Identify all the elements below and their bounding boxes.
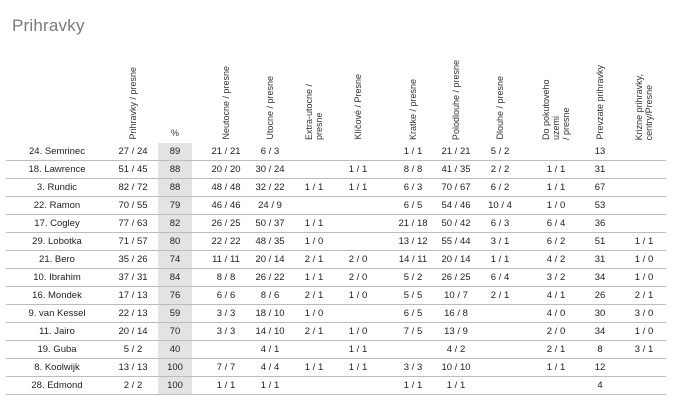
short-cell: 13 / 12 xyxy=(392,233,434,251)
crosses-cell: 3 / 1 xyxy=(622,341,666,359)
passes-cell: 27 / 24 xyxy=(108,143,158,161)
attacking-cell: 50 / 37 xyxy=(248,215,292,233)
into-box-cell: 1 / 1 xyxy=(534,161,578,179)
short-cell: 6 / 3 xyxy=(392,179,434,197)
into-box-cell: 3 / 2 xyxy=(534,269,578,287)
key-cell xyxy=(336,305,380,323)
medium-cell: 50 / 42 xyxy=(434,215,478,233)
received-cell: 30 xyxy=(578,305,622,323)
table-row xyxy=(6,377,666,395)
long-cell xyxy=(478,323,522,341)
percent-cell: 100 xyxy=(158,377,192,395)
percent-cell: 70 xyxy=(158,323,192,341)
short-cell: 5 / 2 xyxy=(392,269,434,287)
header-long: Dlouhe / presne xyxy=(495,76,505,140)
header-attacking: Utocne / presne xyxy=(265,76,275,140)
table-row xyxy=(6,323,666,341)
received-cell: 13 xyxy=(578,143,622,161)
extra-cell: 1 / 1 xyxy=(292,269,336,287)
neutral-cell: 48 / 48 xyxy=(204,179,248,197)
neutral-cell: 26 / 25 xyxy=(204,215,248,233)
header-row xyxy=(6,52,666,143)
into-box-cell: 6 / 2 xyxy=(534,233,578,251)
passes-cell: 77 / 63 xyxy=(108,215,158,233)
extra-cell: 1 / 0 xyxy=(292,233,336,251)
passes-cell: 82 / 72 xyxy=(108,179,158,197)
neutral-cell: 3 / 3 xyxy=(204,323,248,341)
percent-cell: 100 xyxy=(158,359,192,377)
passes-cell: 71 / 57 xyxy=(108,233,158,251)
long-cell: 2 / 2 xyxy=(478,161,522,179)
crosses-cell: 1 / 0 xyxy=(622,323,666,341)
into-box-cell: 4 / 2 xyxy=(534,251,578,269)
player-name: 22. Ramon xyxy=(6,197,108,215)
key-cell: 1 / 1 xyxy=(336,179,380,197)
player-name: 16. Mondek xyxy=(6,287,108,305)
key-cell xyxy=(336,233,380,251)
player-name: 21. Bero xyxy=(6,251,108,269)
received-cell: 51 xyxy=(578,233,622,251)
short-cell xyxy=(392,341,434,359)
short-cell: 21 / 18 xyxy=(392,215,434,233)
neutral-cell xyxy=(204,341,248,359)
passes-cell: 70 / 55 xyxy=(108,197,158,215)
key-cell: 1 / 0 xyxy=(336,323,380,341)
passes-cell: 20 / 14 xyxy=(108,323,158,341)
into-box-cell: 2 / 1 xyxy=(534,341,578,359)
medium-cell: 20 / 14 xyxy=(434,251,478,269)
percent-cell: 74 xyxy=(158,251,192,269)
table-row xyxy=(6,179,666,197)
medium-cell: 10 / 10 xyxy=(434,359,478,377)
player-name: 11. Jairo xyxy=(6,323,108,341)
into-box-cell: 1 / 1 xyxy=(534,359,578,377)
neutral-cell: 20 / 20 xyxy=(204,161,248,179)
header-crosses: Krizne prihravky, centry/Presne xyxy=(634,73,654,140)
long-cell: 2 / 1 xyxy=(478,287,522,305)
player-name: 28. Edmond xyxy=(6,377,108,395)
table-row xyxy=(6,251,666,269)
medium-cell: 1 / 1 xyxy=(434,377,478,395)
medium-cell: 4 / 2 xyxy=(434,341,478,359)
attacking-cell: 24 / 9 xyxy=(248,197,292,215)
received-cell: 31 xyxy=(578,251,622,269)
player-name: 19. Guba xyxy=(6,341,108,359)
key-cell: 2 / 0 xyxy=(336,269,380,287)
into-box-cell xyxy=(534,143,578,161)
crosses-cell xyxy=(622,197,666,215)
extra-cell: 1 / 0 xyxy=(292,305,336,323)
neutral-cell: 11 / 11 xyxy=(204,251,248,269)
short-cell: 5 / 5 xyxy=(392,287,434,305)
attacking-cell: 6 / 3 xyxy=(248,143,292,161)
header-percent: % xyxy=(170,128,179,138)
medium-cell: 10 / 7 xyxy=(434,287,478,305)
extra-cell: 1 / 1 xyxy=(292,215,336,233)
long-cell: 6 / 2 xyxy=(478,179,522,197)
medium-cell: 70 / 67 xyxy=(434,179,478,197)
passes-cell: 13 / 13 xyxy=(108,359,158,377)
extra-cell xyxy=(292,143,336,161)
percent-cell: 82 xyxy=(158,215,192,233)
extra-cell: 2 / 1 xyxy=(292,287,336,305)
long-cell xyxy=(478,359,522,377)
received-cell: 4 xyxy=(578,377,622,395)
medium-cell: 21 / 21 xyxy=(434,143,478,161)
attacking-cell: 48 / 35 xyxy=(248,233,292,251)
attacking-cell: 1 / 1 xyxy=(248,377,292,395)
medium-cell: 26 / 25 xyxy=(434,269,478,287)
medium-cell: 55 / 44 xyxy=(434,233,478,251)
table-row xyxy=(6,143,666,161)
table-row xyxy=(6,341,666,359)
passes-cell: 17 / 13 xyxy=(108,287,158,305)
short-cell: 8 / 8 xyxy=(392,161,434,179)
into-box-cell: 2 / 0 xyxy=(534,323,578,341)
table-row xyxy=(6,233,666,251)
attacking-cell: 30 / 24 xyxy=(248,161,292,179)
medium-cell: 13 / 9 xyxy=(434,323,478,341)
attacking-cell: 14 / 10 xyxy=(248,323,292,341)
extra-cell: 2 / 1 xyxy=(292,251,336,269)
long-cell xyxy=(478,305,522,323)
attacking-cell: 26 / 22 xyxy=(248,269,292,287)
received-cell: 31 xyxy=(578,161,622,179)
header-neutral: Neutocne / presne xyxy=(221,66,231,140)
player-name: 18. Lawrence xyxy=(6,161,108,179)
table-row xyxy=(6,197,666,215)
key-cell xyxy=(336,215,380,233)
crosses-cell xyxy=(622,215,666,233)
header-passes: Prihravky / presne xyxy=(128,67,138,140)
percent-cell: 76 xyxy=(158,287,192,305)
crosses-cell xyxy=(622,179,666,197)
table-row xyxy=(6,305,666,323)
neutral-cell: 46 / 46 xyxy=(204,197,248,215)
header-medium: Polodlouhe / presne xyxy=(451,59,461,140)
player-name: 10. Ibrahim xyxy=(6,269,108,287)
neutral-cell: 21 / 21 xyxy=(204,143,248,161)
short-cell: 14 / 11 xyxy=(392,251,434,269)
medium-cell: 54 / 46 xyxy=(434,197,478,215)
extra-cell xyxy=(292,341,336,359)
long-cell: 1 / 1 xyxy=(478,251,522,269)
neutral-cell: 6 / 6 xyxy=(204,287,248,305)
short-cell: 3 / 3 xyxy=(392,359,434,377)
percent-cell: 89 xyxy=(158,143,192,161)
passes-cell: 51 / 45 xyxy=(108,161,158,179)
player-name: 3. Rundic xyxy=(6,179,108,197)
passes-cell: 37 / 31 xyxy=(108,269,158,287)
table-row xyxy=(6,161,666,179)
crosses-cell: 2 / 1 xyxy=(622,287,666,305)
attacking-cell: 32 / 22 xyxy=(248,179,292,197)
key-cell: 2 / 0 xyxy=(336,251,380,269)
attacking-cell: 4 / 1 xyxy=(248,341,292,359)
table-row xyxy=(6,215,666,233)
crosses-cell xyxy=(622,359,666,377)
long-cell xyxy=(478,341,522,359)
crosses-cell xyxy=(622,143,666,161)
player-name: 9. van Kessel xyxy=(6,305,108,323)
header-extra: Extra-utocne / presne xyxy=(304,83,324,140)
long-cell: 3 / 1 xyxy=(478,233,522,251)
key-cell: 1 / 1 xyxy=(336,161,380,179)
header-short: Kratke / presne xyxy=(408,78,418,140)
medium-cell: 16 / 8 xyxy=(434,305,478,323)
received-cell: 53 xyxy=(578,197,622,215)
key-cell xyxy=(336,143,380,161)
short-cell: 7 / 5 xyxy=(392,323,434,341)
player-name: 8. Koolwijk xyxy=(6,359,108,377)
short-cell: 6 / 5 xyxy=(392,305,434,323)
key-cell: 1 / 0 xyxy=(336,287,380,305)
short-cell: 6 / 5 xyxy=(392,197,434,215)
neutral-cell: 8 / 8 xyxy=(204,269,248,287)
received-cell: 67 xyxy=(578,179,622,197)
percent-cell: 40 xyxy=(158,341,192,359)
extra-cell: 1 / 1 xyxy=(292,179,336,197)
received-cell: 36 xyxy=(578,215,622,233)
short-cell: 1 / 1 xyxy=(392,377,434,395)
player-name: 24. Semrinec xyxy=(6,143,108,161)
crosses-cell xyxy=(622,161,666,179)
extra-cell: 1 / 1 xyxy=(292,359,336,377)
attacking-cell: 4 / 4 xyxy=(248,359,292,377)
header-into-box: Do pokutoveho uzemi / presne xyxy=(541,79,571,140)
key-cell: 1 / 1 xyxy=(336,341,380,359)
into-box-cell: 6 / 4 xyxy=(534,215,578,233)
crosses-cell xyxy=(622,377,666,395)
crosses-cell: 1 / 0 xyxy=(622,251,666,269)
into-box-cell: 4 / 1 xyxy=(534,287,578,305)
key-cell xyxy=(336,197,380,215)
crosses-cell: 1 / 0 xyxy=(622,269,666,287)
into-box-cell: 4 / 0 xyxy=(534,305,578,323)
long-cell: 6 / 4 xyxy=(478,269,522,287)
long-cell xyxy=(478,377,522,395)
extra-cell xyxy=(292,197,336,215)
passes-cell: 22 / 13 xyxy=(108,305,158,323)
header-key: Klíčové / Presne xyxy=(353,74,363,140)
passes-cell: 35 / 26 xyxy=(108,251,158,269)
header-received: Prevzate prihravky xyxy=(595,65,605,140)
percent-cell: 80 xyxy=(158,233,192,251)
extra-cell: 2 / 1 xyxy=(292,323,336,341)
received-cell: 8 xyxy=(578,341,622,359)
passes-cell: 2 / 2 xyxy=(108,377,158,395)
passing-stats-table xyxy=(6,52,666,395)
received-cell: 34 xyxy=(578,323,622,341)
extra-cell xyxy=(292,377,336,395)
header-player xyxy=(6,52,108,143)
long-cell: 5 / 2 xyxy=(478,143,522,161)
received-cell: 12 xyxy=(578,359,622,377)
into-box-cell: 1 / 1 xyxy=(534,179,578,197)
short-cell: 1 / 1 xyxy=(392,143,434,161)
attacking-cell: 8 / 6 xyxy=(248,287,292,305)
neutral-cell: 3 / 3 xyxy=(204,305,248,323)
long-cell: 10 / 4 xyxy=(478,197,522,215)
attacking-cell: 20 / 14 xyxy=(248,251,292,269)
percent-cell: 59 xyxy=(158,305,192,323)
passes-cell: 5 / 2 xyxy=(108,341,158,359)
table-row xyxy=(6,359,666,377)
percent-cell: 88 xyxy=(158,161,192,179)
page-title: Prihravky xyxy=(12,16,85,35)
percent-cell: 88 xyxy=(158,179,192,197)
medium-cell: 41 / 35 xyxy=(434,161,478,179)
crosses-cell: 3 / 0 xyxy=(622,305,666,323)
percent-cell: 79 xyxy=(158,197,192,215)
long-cell: 6 / 3 xyxy=(478,215,522,233)
extra-cell xyxy=(292,161,336,179)
received-cell: 26 xyxy=(578,287,622,305)
into-box-cell xyxy=(534,377,578,395)
percent-cell: 84 xyxy=(158,269,192,287)
attacking-cell: 18 / 10 xyxy=(248,305,292,323)
neutral-cell: 7 / 7 xyxy=(204,359,248,377)
neutral-cell: 1 / 1 xyxy=(204,377,248,395)
key-cell xyxy=(336,377,380,395)
key-cell: 1 / 1 xyxy=(336,359,380,377)
neutral-cell: 22 / 22 xyxy=(204,233,248,251)
table-row xyxy=(6,269,666,287)
table-row xyxy=(6,287,666,305)
crosses-cell: 1 / 1 xyxy=(622,233,666,251)
received-cell: 34 xyxy=(578,269,622,287)
player-name: 29. Lobotka xyxy=(6,233,108,251)
player-name: 17. Cogley xyxy=(6,215,108,233)
into-box-cell: 1 / 0 xyxy=(534,197,578,215)
